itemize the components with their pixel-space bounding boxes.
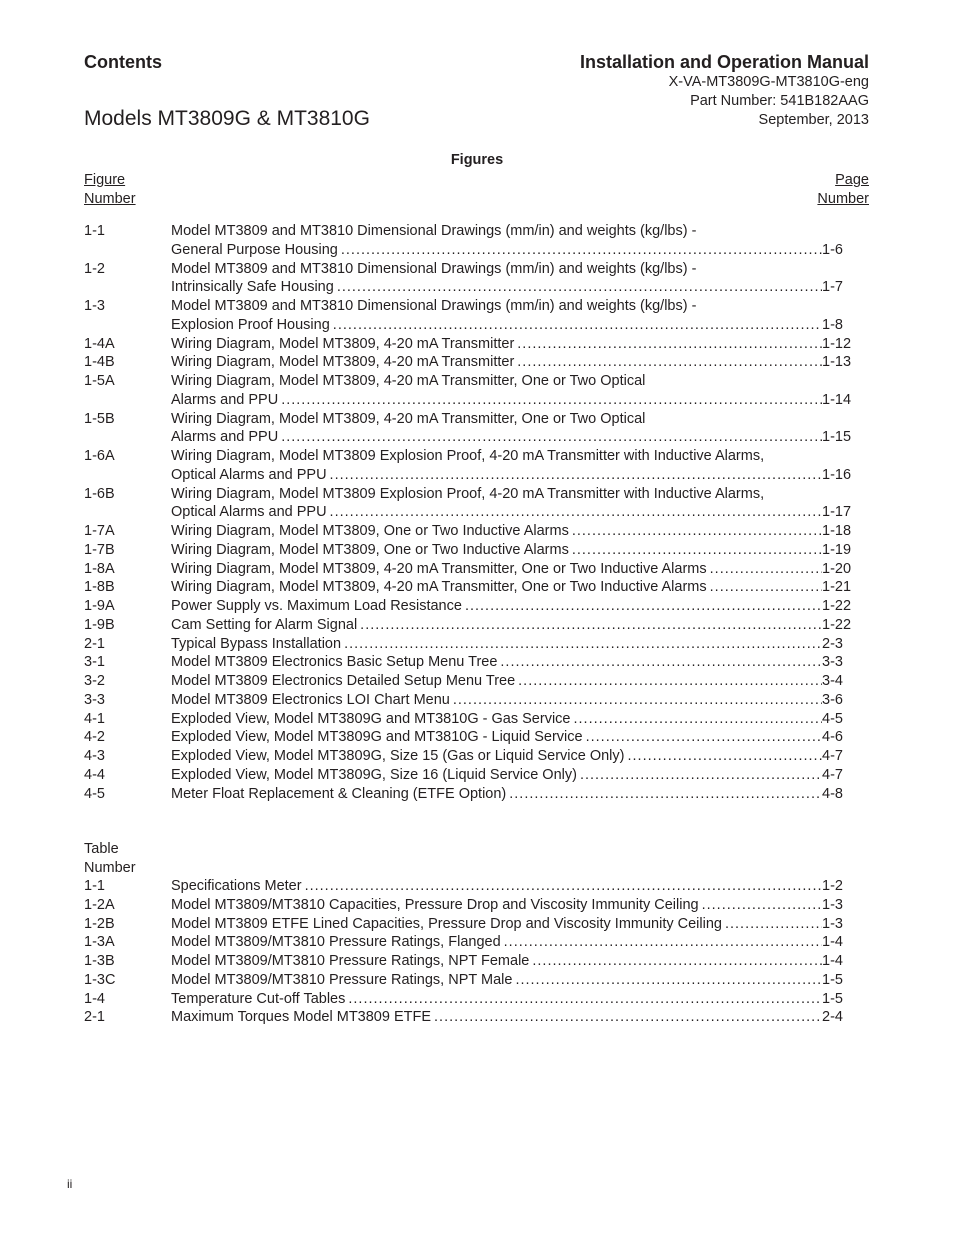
figure-title: Exploded View, Model MT3809G, Size 16 (Liquid Service Only) xyxy=(171,766,577,783)
table-column-label: Table xyxy=(84,841,119,857)
figure-page-ref: 3-3 xyxy=(822,654,843,671)
figure-title: Alarms and PPU xyxy=(171,391,279,408)
table-title: Temperature Cut-off Tables xyxy=(171,990,346,1007)
figure-entry[interactable] xyxy=(84,710,858,729)
dot-leader xyxy=(569,541,822,560)
figure-title: Typical Bypass Installation xyxy=(171,635,342,652)
figure-title: Wiring Diagram, Model MT3809, One or Two Inductive Alarms xyxy=(171,541,569,558)
figure-page-ref: 4-5 xyxy=(822,710,843,727)
figure-entry[interactable] xyxy=(84,260,858,298)
figure-title: Explosion Proof Housing xyxy=(171,316,330,333)
figure-number: 1-1 xyxy=(84,223,105,239)
table-page-ref: 1-5 xyxy=(822,971,843,988)
figure-number: 1-7B xyxy=(84,541,115,558)
table-number: 1-2B xyxy=(84,915,115,932)
page-number-column-header xyxy=(817,171,869,209)
figure-number: 4-2 xyxy=(84,729,105,746)
figure-title: Wiring Diagram, Model MT3809, 4-20 mA Transmitter, One or Two Inductive Alarms xyxy=(171,579,707,596)
dot-leader xyxy=(515,672,822,691)
dot-leader xyxy=(338,241,822,260)
figure-number-column-header xyxy=(84,171,136,209)
figure-page-ref: 1-17 xyxy=(822,504,852,521)
figure-page-ref: 1-22 xyxy=(822,598,852,614)
table-title: Model MT3809/MT3810 Pressure Ratings, Flanged xyxy=(171,934,501,951)
doc-id: X-VA-MT3809G-MT3810G-eng xyxy=(668,74,869,90)
table-title: Maximum Torques Model MT3809 ETFE xyxy=(171,1009,432,1026)
figure-number: 2-1 xyxy=(84,635,105,652)
table-page-ref: 1-3 xyxy=(822,915,843,932)
manual-title: Installation and Operation Manual xyxy=(579,52,869,72)
dot-leader xyxy=(345,990,822,1009)
publication-date: September, 2013 xyxy=(758,112,869,128)
figure-entry[interactable] xyxy=(84,747,858,766)
figure-title: Exploded View, Model MT3809G and MT3810G - Liquid Service xyxy=(171,729,583,746)
figure-number: 1-6B xyxy=(84,485,115,502)
figure-title: Power Supply vs. Maximum Load Resistance xyxy=(171,598,462,614)
figure-number: 3-3 xyxy=(84,691,105,708)
table-title: Model MT3809 ETFE Lined Capacities, Pressure Drop and Viscosity Immunity Ceiling xyxy=(171,915,722,932)
header-left xyxy=(84,52,370,131)
dot-leader xyxy=(571,710,823,729)
figure-page-ref: 1-7 xyxy=(822,279,843,296)
figure-entry[interactable] xyxy=(84,653,858,672)
figure-entry[interactable] xyxy=(84,447,858,485)
figure-title-line: Wiring Diagram, Model MT3809, 4-20 mA Transmitter, One or Two Optical xyxy=(171,410,646,427)
figure-page-ref: 1-15 xyxy=(822,429,852,446)
figure-title: General Purpose Housing xyxy=(171,241,338,258)
table-entry[interactable] xyxy=(84,1008,858,1027)
dot-leader xyxy=(450,691,822,710)
figure-title: Alarms and PPU xyxy=(171,429,279,446)
table-entry[interactable] xyxy=(84,896,858,915)
figure-number: 3-2 xyxy=(84,673,105,689)
figure-entry[interactable] xyxy=(84,297,858,335)
table-entry[interactable] xyxy=(84,933,858,952)
figure-title-line: Wiring Diagram, Model MT3809 Explosion Proof, 4-20 mA Transmitter with Inductive Alarms, xyxy=(171,448,765,464)
page-column-label: Page xyxy=(835,172,869,188)
table-page-ref: 1-2 xyxy=(822,878,843,894)
table-title: Model MT3809/MT3810 Pressure Ratings, NPT Male xyxy=(171,971,513,988)
dot-leader xyxy=(529,952,822,971)
figure-title: Model MT3809 Electronics LOI Chart Menu xyxy=(171,691,450,708)
figure-entry[interactable] xyxy=(84,728,858,747)
section-title: Contents xyxy=(84,52,162,72)
figure-page-ref: 1-22 xyxy=(822,616,852,633)
figure-page-ref: 1-19 xyxy=(822,541,852,558)
dot-leader xyxy=(278,428,822,447)
table-title: Specifications Meter xyxy=(171,878,302,894)
figures-heading: Figures xyxy=(450,152,504,168)
dot-leader xyxy=(514,335,822,354)
figure-number: 1-4A xyxy=(84,335,115,352)
dot-leader xyxy=(583,728,822,747)
figure-entry[interactable] xyxy=(84,578,858,597)
table-number: 2-1 xyxy=(84,1009,105,1026)
tables-list xyxy=(84,877,858,1027)
figure-entry[interactable] xyxy=(84,766,858,785)
dot-leader xyxy=(341,635,822,654)
figure-number: 1-4B xyxy=(84,354,115,371)
figure-entry[interactable] xyxy=(84,353,858,372)
table-page-ref: 1-3 xyxy=(822,896,843,913)
figure-page-ref: 3-6 xyxy=(822,691,843,708)
figure-title: Model MT3809 Electronics Detailed Setup Menu Tree xyxy=(171,673,516,689)
figure-title: Model MT3809 Electronics Basic Setup Menu Tree xyxy=(171,654,498,671)
table-number: 1-2A xyxy=(84,896,115,913)
figure-entry[interactable] xyxy=(84,635,858,654)
figure-number: 1-8B xyxy=(84,579,115,596)
figure-number: 4-3 xyxy=(84,748,105,764)
figure-entry[interactable] xyxy=(84,485,858,523)
figure-column-label: Figure xyxy=(84,172,126,188)
figure-title-line: Wiring Diagram, Model MT3809 Explosion Proof, 4-20 mA Transmitter with Inductive Alarms, xyxy=(171,485,765,502)
figure-title: Meter Float Replacement & Cleaning (ETFE Option) xyxy=(171,785,507,802)
figure-page-ref: 3-4 xyxy=(822,673,843,689)
dot-leader xyxy=(577,766,822,785)
table-number: 1-1 xyxy=(84,878,105,894)
dot-leader xyxy=(327,503,822,522)
figure-number: 1-5A xyxy=(84,373,115,389)
table-entry[interactable] xyxy=(84,915,858,934)
figure-title: Exploded View, Model MT3809G and MT3810G - Gas Service xyxy=(171,710,571,727)
table-page-ref: 1-5 xyxy=(822,990,843,1007)
figure-page-ref: 1-13 xyxy=(822,354,852,371)
figure-number: 1-8A xyxy=(84,560,115,577)
dot-leader xyxy=(497,653,822,672)
figure-page-ref: 1-8 xyxy=(822,316,843,333)
figure-title: Wiring Diagram, Model MT3809, 4-20 mA Transmitter, One or Two Inductive Alarms xyxy=(171,560,707,577)
figure-page-ref: 1-12 xyxy=(822,335,852,352)
page-number: ii xyxy=(67,1177,73,1191)
table-entry[interactable] xyxy=(84,971,858,990)
figure-number: 4-1 xyxy=(84,710,105,727)
figure-entry[interactable] xyxy=(84,616,858,635)
figure-title: Cam Setting for Alarm Signal xyxy=(171,616,358,633)
part-number: Part Number: 541B182AAG xyxy=(690,93,869,109)
figure-title-line: Model MT3809 and MT3810 Dimensional Drawings (mm/in) and weights (kg/lbs) - xyxy=(171,223,697,239)
figure-page-ref: 1-21 xyxy=(822,579,852,596)
figure-number: 4-5 xyxy=(84,785,105,802)
figure-page-ref: 2-3 xyxy=(822,635,843,652)
header-right xyxy=(580,52,869,130)
dot-leader xyxy=(334,278,822,297)
dot-leader xyxy=(501,933,822,952)
table-number-column-label: Number xyxy=(84,859,136,876)
models-title: Models MT3809G & MT3810G xyxy=(84,107,370,130)
figure-page-ref: 1-18 xyxy=(822,523,852,539)
figure-entry[interactable] xyxy=(84,410,858,448)
table-page-ref: 1-4 xyxy=(822,953,843,969)
table-number: 1-4 xyxy=(84,990,105,1007)
figure-title-line: Wiring Diagram, Model MT3809, 4-20 mA Transmitter, One or Two Optical xyxy=(171,373,646,389)
table-page-ref: 2-4 xyxy=(822,1009,843,1026)
figure-title-line: Model MT3809 and MT3810 Dimensional Drawings (mm/in) and weights (kg/lbs) - xyxy=(171,260,697,277)
figure-number: 1-7A xyxy=(84,523,115,539)
table-title: Model MT3809/MT3810 Pressure Ratings, NPT Female xyxy=(171,953,530,969)
figure-number: 1-2 xyxy=(84,260,105,277)
figures-list xyxy=(84,222,858,803)
figure-number: 4-4 xyxy=(84,766,105,783)
figure-entry[interactable] xyxy=(84,541,858,560)
table-number: 1-3A xyxy=(84,934,115,951)
dot-leader xyxy=(357,616,822,635)
dot-leader xyxy=(569,522,822,541)
table-title: Model MT3809/MT3810 Capacities, Pressure Drop and Viscosity Immunity Ceiling xyxy=(171,896,699,913)
figure-page-ref: 1-14 xyxy=(822,391,852,408)
dot-leader xyxy=(462,597,822,616)
number-column-label: Number xyxy=(84,191,136,207)
figure-title: Optical Alarms and PPU xyxy=(171,466,327,483)
figure-title: Exploded View, Model MT3809G, Size 15 (Gas or Liquid Service Only) xyxy=(171,748,625,764)
dot-leader xyxy=(327,466,822,485)
figure-page-ref: 1-16 xyxy=(822,466,852,483)
figure-title: Optical Alarms and PPU xyxy=(171,504,327,521)
dot-leader xyxy=(699,896,822,915)
figure-entry[interactable] xyxy=(84,372,858,410)
dot-leader xyxy=(278,391,822,410)
table-page-ref: 1-4 xyxy=(822,934,843,951)
figure-number: 3-1 xyxy=(84,654,105,671)
figure-page-ref: 1-6 xyxy=(822,241,843,258)
figure-number: 1-9A xyxy=(84,598,115,614)
figure-entry[interactable] xyxy=(84,222,858,260)
table-entry[interactable] xyxy=(84,990,858,1009)
dot-leader xyxy=(512,971,822,990)
dot-leader xyxy=(707,578,822,597)
figure-entry[interactable] xyxy=(84,785,858,804)
page-number-column-label: Number xyxy=(817,191,869,207)
figure-title: Wiring Diagram, Model MT3809, 4-20 mA Transmitter xyxy=(171,335,515,352)
figure-page-ref: 1-20 xyxy=(822,560,852,577)
table-entry[interactable] xyxy=(84,952,858,971)
figure-entry[interactable] xyxy=(84,672,858,691)
table-number: 1-3B xyxy=(84,953,115,969)
figure-entry[interactable] xyxy=(84,522,858,541)
table-number: 1-3C xyxy=(84,971,116,988)
figure-entry[interactable] xyxy=(84,691,858,710)
figure-entry[interactable] xyxy=(84,597,858,616)
figure-number: 1-5B xyxy=(84,410,115,427)
figure-number: 1-3 xyxy=(84,298,105,314)
figure-entry[interactable] xyxy=(84,560,858,579)
dot-leader xyxy=(330,316,822,335)
figure-title-line: Model MT3809 and MT3810 Dimensional Drawings (mm/in) and weights (kg/lbs) - xyxy=(171,298,697,314)
dot-leader xyxy=(624,747,822,766)
figure-page-ref: 4-7 xyxy=(822,766,843,783)
figure-number: 1-6A xyxy=(84,448,115,464)
figure-title: Wiring Diagram, Model MT3809, One or Two Inductive Alarms xyxy=(171,523,569,539)
dot-leader xyxy=(722,915,822,934)
dot-leader xyxy=(302,877,822,896)
figure-number: 1-9B xyxy=(84,616,115,633)
dot-leader xyxy=(431,1008,822,1027)
figure-page-ref: 4-8 xyxy=(822,785,843,802)
figure-page-ref: 4-6 xyxy=(822,729,843,746)
dot-leader xyxy=(707,560,822,579)
dot-leader xyxy=(506,785,822,804)
figure-title: Wiring Diagram, Model MT3809, 4-20 mA Transmitter xyxy=(171,354,515,371)
figure-title: Intrinsically Safe Housing xyxy=(171,279,334,296)
table-number-column-header xyxy=(84,840,136,878)
table-entry[interactable] xyxy=(84,877,858,896)
figure-page-ref: 4-7 xyxy=(822,748,843,764)
dot-leader xyxy=(514,353,822,372)
figure-entry[interactable] xyxy=(84,335,858,354)
